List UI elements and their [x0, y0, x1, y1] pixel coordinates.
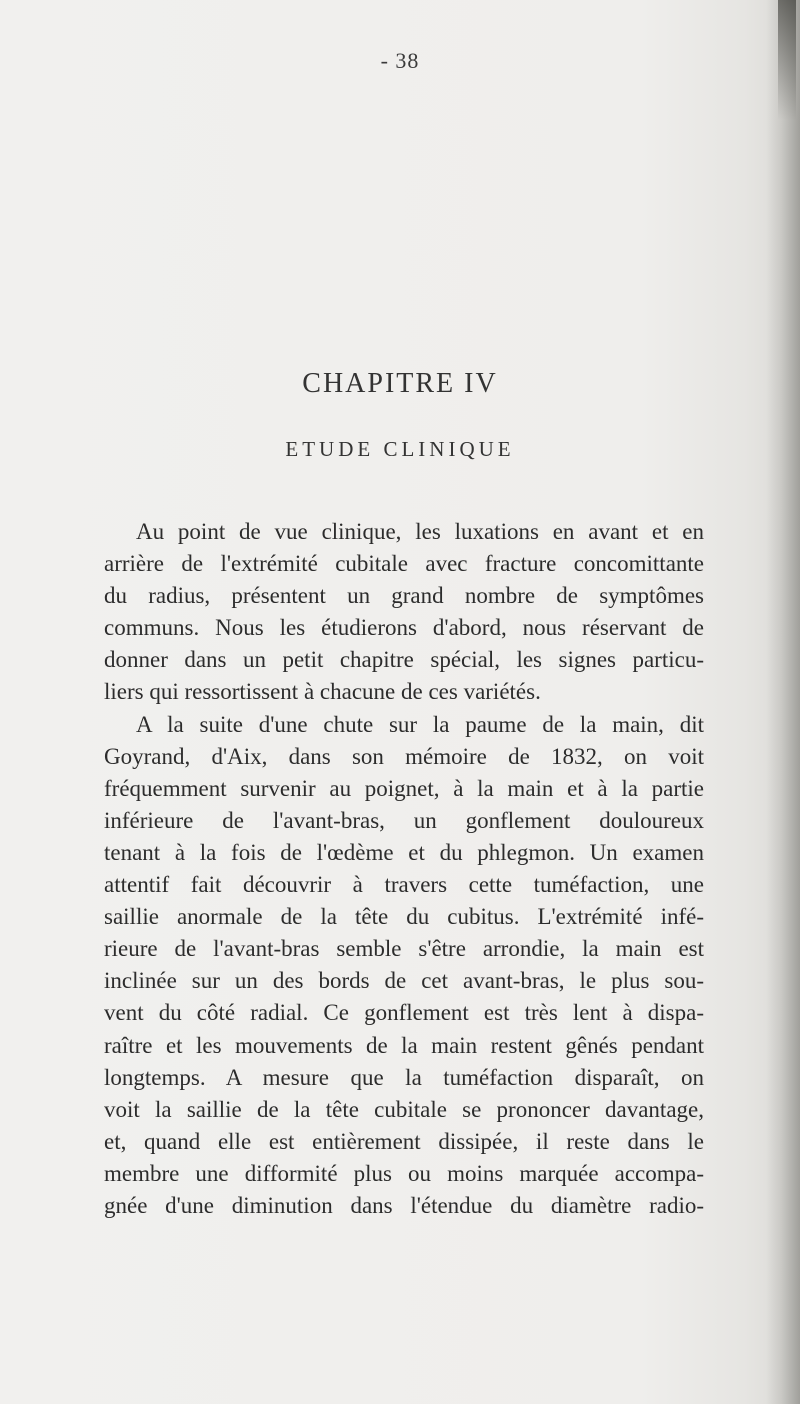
text-line: inférieure de l'avant-bras, un gonflement douloureux — [104, 807, 704, 833]
text-line: gnée d'une diminution dans l'étendue du diamètre radio- — [104, 1192, 704, 1218]
text-line: saillie anormale de la tête du cubitus. L'extrémité infé- — [104, 904, 704, 930]
text-line: raître et les mouvements de la main restent gênés pendant — [104, 1032, 704, 1058]
text-line: rieure de l'avant-bras semble s'être arrondie, la main est — [104, 936, 704, 962]
text-line: du radius, présentent un grand nombre de symptômes — [104, 583, 704, 609]
text-line: A la suite d'une chute sur la paume de la main, dit — [136, 711, 704, 737]
section-title: ETUDE CLINIQUE — [285, 437, 515, 461]
page-number: - 38 — [380, 48, 420, 73]
text-line: liers qui ressortissent à chacune de ces variétés. — [104, 679, 541, 705]
text-line: attentif fait découvrir à travers cette tuméfaction, une — [104, 872, 704, 898]
text-line: longtemps. A mesure que la tuméfaction disparaît, on — [104, 1064, 704, 1090]
text-line: arrière de l'extrémité cubitale avec fracture concomittante — [104, 551, 704, 577]
text-line: fréquemment survenir au poignet, à la main et à la partie — [104, 775, 704, 801]
text-line: Goyrand, d'Aix, dans son mémoire de 1832, on voit — [104, 743, 704, 769]
text-line: vent du côté radial. Ce gonflement est très lent à dispa- — [104, 1000, 704, 1026]
chapter-title: CHAPITRE IV — [302, 368, 498, 399]
page-edge-mark — [778, 0, 796, 120]
text-line: tenant à la fois de l'œdème et du phlegmon. Un examen — [104, 839, 704, 865]
text-line: et, quand elle est entièrement dissipée, il reste dans le — [104, 1128, 704, 1154]
text-line: voit la saillie de la tête cubitale se prononcer davantage, — [104, 1096, 704, 1122]
text-line: communs. Nous les étudierons d'abord, nous réservant de — [104, 615, 704, 641]
text-line: inclinée sur un des bords de cet avant-bras, le plus sou- — [104, 968, 704, 994]
text-line: membre une difformité plus ou moins marquée accompa- — [104, 1160, 704, 1186]
text-line: donner dans un petit chapitre spécial, les signes particu- — [104, 647, 704, 673]
page-edge-shadow — [766, 0, 800, 1404]
text-line: Au point de vue clinique, les luxations en avant et en — [136, 519, 704, 544]
body-text — [104, 516, 704, 1222]
